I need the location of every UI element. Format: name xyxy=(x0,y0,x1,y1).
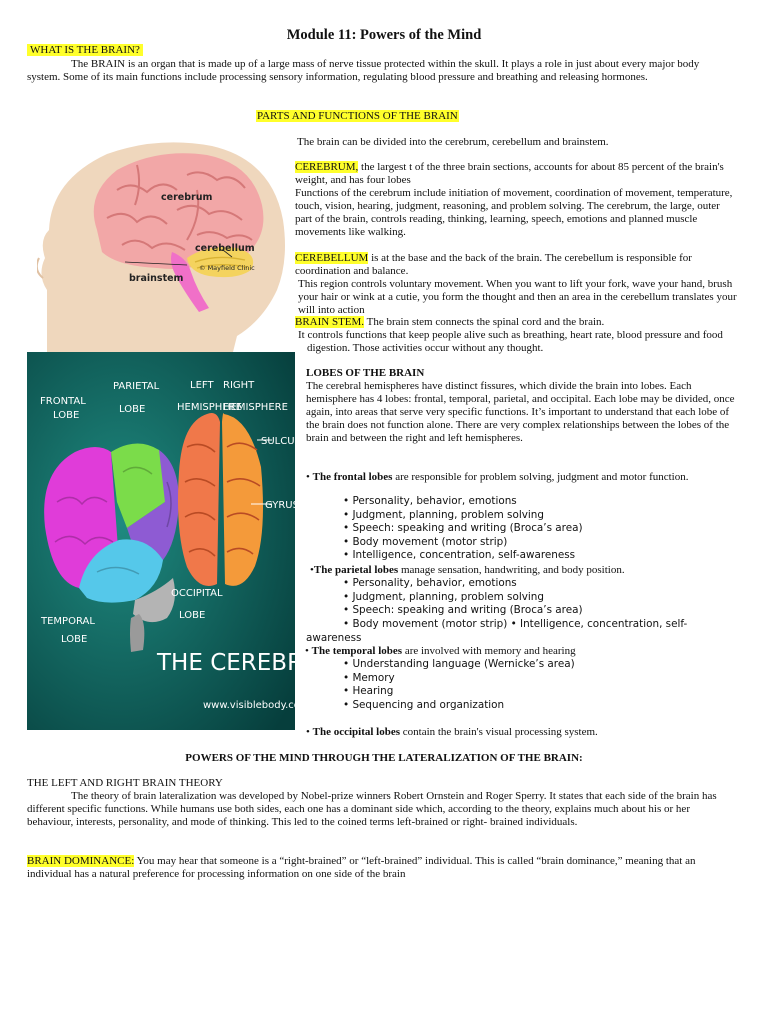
dominance-paragraph xyxy=(27,855,727,881)
parietal-paragraph xyxy=(310,564,738,577)
brain-side-illustration xyxy=(37,140,287,352)
theory-heading: THE LEFT AND RIGHT BRAIN THEORY xyxy=(27,777,223,789)
cerebrum-image xyxy=(27,352,295,730)
cerebrum-text: the largest t of the three brain sections, accounts for about 85 percent of the brain's weight, and has four lobes xyxy=(295,161,724,186)
cerebrum-term: CEREBRUM, xyxy=(295,161,359,173)
cerebellum-paragraph xyxy=(295,252,735,278)
label-frontal-2: LOBE xyxy=(53,410,80,421)
frontal-bullet: • xyxy=(306,471,313,483)
occipital-text: contain the brain's visual processing system. xyxy=(400,726,598,738)
list-item: • Memory xyxy=(343,671,395,684)
cerebellum-more: This region controls voluntary movement. When you want to lift your fork, wave your hand, brush your hair or wink at a cutie, you form the thought and then an area in the cerebellum translates your will into action xyxy=(298,278,737,316)
parietal-text: manage sensation, handwriting, and body position. xyxy=(398,564,625,576)
list-item: • Understanding language (Wernicke’s area) xyxy=(343,658,575,670)
occipital-paragraph xyxy=(306,726,738,739)
list-item: • Personality, behavior, emotions xyxy=(343,577,517,589)
lobes-paragraph: The cerebral hemispheres have distinct fissures, which divide the brain into lobes. Each hemisphere has 4 lobes: frontal, temporal, parietal, and occipital. Each lobe may be divided, once again, into areas that serve very specific functions. It’s important to understand that each lobe of the brain does not function alone. There are very complex relationships between the lobes of the brain and between the right and left hemispheres. xyxy=(306,380,735,444)
list-item: • Sequencing and organization xyxy=(343,698,505,711)
frontal-paragraph xyxy=(306,471,746,484)
temporal-list xyxy=(343,658,575,712)
brain-side-image xyxy=(37,140,287,352)
cerebellum-term: CEREBELLUM xyxy=(295,252,369,264)
dominance-term: BRAIN DOMINANCE: xyxy=(27,855,135,867)
parts-intro: The brain can be divided into the cerebrum, cerebellum and brainstem. xyxy=(297,136,609,148)
brainstem-paragraph xyxy=(295,316,735,329)
lobes-heading: LOBES OF THE BRAIN xyxy=(306,367,425,379)
list-item: • Judgment, planning, problem solving xyxy=(343,508,544,521)
list-item: • Judgment, planning, problem solving xyxy=(343,590,544,603)
list-item: • Speech: speaking and writing (Broca’s area) xyxy=(343,604,583,617)
cerebrum-big-title: THE CEREB xyxy=(157,650,288,676)
cerebrum-functions: Functions of the cerebrum include initiation of movement, coordination of movement, temperature, touch, vision, hearing, judgment, reasoning, and problem solving. The cerebrum, the large, outer part of the brain, controls reading, thinking, learning, speech, emotions and planned muscle movements like walking. xyxy=(295,187,733,238)
frontal-list xyxy=(343,495,583,563)
temporal-paragraph xyxy=(305,645,737,658)
what-is-heading xyxy=(27,44,143,57)
parietal-term: The parietal lobes xyxy=(313,564,399,576)
what-is-heading-text: WHAT IS THE BRAIN? xyxy=(27,44,143,56)
frontal-term: The frontal lobes xyxy=(312,471,393,483)
dominance-text: You may hear that someone is a “right-brained” or “left-brained” individual. This is called “brain dominance,” meaning that an individual has a natural preference for processing information on one side of the brain xyxy=(27,855,696,880)
label-cerebrum: cerebrum xyxy=(161,192,213,203)
cerebrum-paragraph xyxy=(295,161,735,187)
label-occipital-2: LOBE xyxy=(179,610,206,621)
label-temporal-1: TEMPORAL xyxy=(41,616,95,627)
label-sulcus: SULCU xyxy=(261,436,295,447)
parts-heading xyxy=(256,110,459,123)
parietal-list xyxy=(343,577,687,631)
label-left-hemi-2: HEMISPHERE xyxy=(177,402,242,413)
temporal-text: are involved with memory and hearing xyxy=(402,645,576,657)
powers-heading: POWERS OF THE MIND THROUGH THE LATERALIZATION OF THE BRAIN: xyxy=(185,752,583,764)
cerebellum-text: is at the base and the back of the brain. The cerebellum is responsible for coordination and balance. xyxy=(295,252,692,277)
label-occipital-1: OCCIPITAL xyxy=(171,588,223,599)
cerebrum-illustration xyxy=(27,352,295,730)
label-parietal-1: PARIETAL xyxy=(113,381,160,392)
label-gyrus: GYRU xyxy=(265,500,293,511)
brainstem-term: BRAIN STEM. xyxy=(295,316,365,328)
list-item: • Personality, behavior, emotions xyxy=(343,495,517,507)
what-is-paragraph: The BRAIN is an organ that is made up of a large mass of nerve tissue protected within the skull. It plays a role in just about every major body system. Some of its main functions include processing sensory information, regulating blood pressure and breathing and releasing hormones. xyxy=(27,58,700,83)
occipital-term: The occipital lobes xyxy=(312,726,400,738)
parietal-wrap: awareness xyxy=(306,632,362,644)
label-temporal-2: LOBE xyxy=(61,634,88,645)
list-item: • Intelligence, concentration, self-awareness xyxy=(343,549,576,562)
parietal-bullet: • xyxy=(310,564,314,576)
theory-paragraph: The theory of brain lateralization was developed by Nobel-prize winners Robert Ornstein and Roger Sperry. It states that each side of the brain has different specific functions. While humans use both sides, each one has a dominant side which, according to the theory, explains much about his or her behaviour, interests, personality, and mode of thinking. This led to the coined terms left-brained or right- brained individuals. xyxy=(27,790,717,828)
label-parietal-2: LOBE xyxy=(119,404,146,415)
cerebrum-url: www.visiblebody.c xyxy=(203,700,294,711)
list-item: • Speech: speaking and writing (Broca’s area) xyxy=(343,522,583,535)
frontal-text: are responsible for problem solving, judgment and motor function. xyxy=(392,471,689,483)
page-title: Module 11: Powers of the Mind xyxy=(286,27,482,43)
label-cerebellum: cerebellum xyxy=(195,243,255,254)
label-right-hemi-1: RIGHT xyxy=(223,380,255,391)
temporal-bullet: • xyxy=(305,645,312,657)
label-brainstem: brainstem xyxy=(129,273,184,284)
label-left-hemi-1: LEFT xyxy=(190,380,214,391)
temporal-term: The temporal lobes xyxy=(311,645,403,657)
list-item: • Body movement (motor strip) • Intelligence, concentration, self- xyxy=(343,617,688,630)
label-frontal-1: FRONTAL xyxy=(40,396,86,407)
brainstem-more: It controls functions that keep people alive such as breathing, heart rate, blood pressure and food digestion. Those activities occur without any thought. xyxy=(298,329,723,354)
list-item: • Body movement (motor strip) xyxy=(343,535,508,548)
brainstem-text: The brain stem connects the spinal cord and the brain. xyxy=(364,316,605,328)
list-item: • Hearing xyxy=(343,685,394,698)
label-right-hemi-2: HEMISPHERE xyxy=(223,402,288,413)
parts-heading-text: PARTS AND FUNCTIONS OF THE BRAIN xyxy=(257,110,458,122)
occipital-bullet: • xyxy=(306,726,313,738)
label-credit: © Mayfield Clinic xyxy=(199,264,255,272)
